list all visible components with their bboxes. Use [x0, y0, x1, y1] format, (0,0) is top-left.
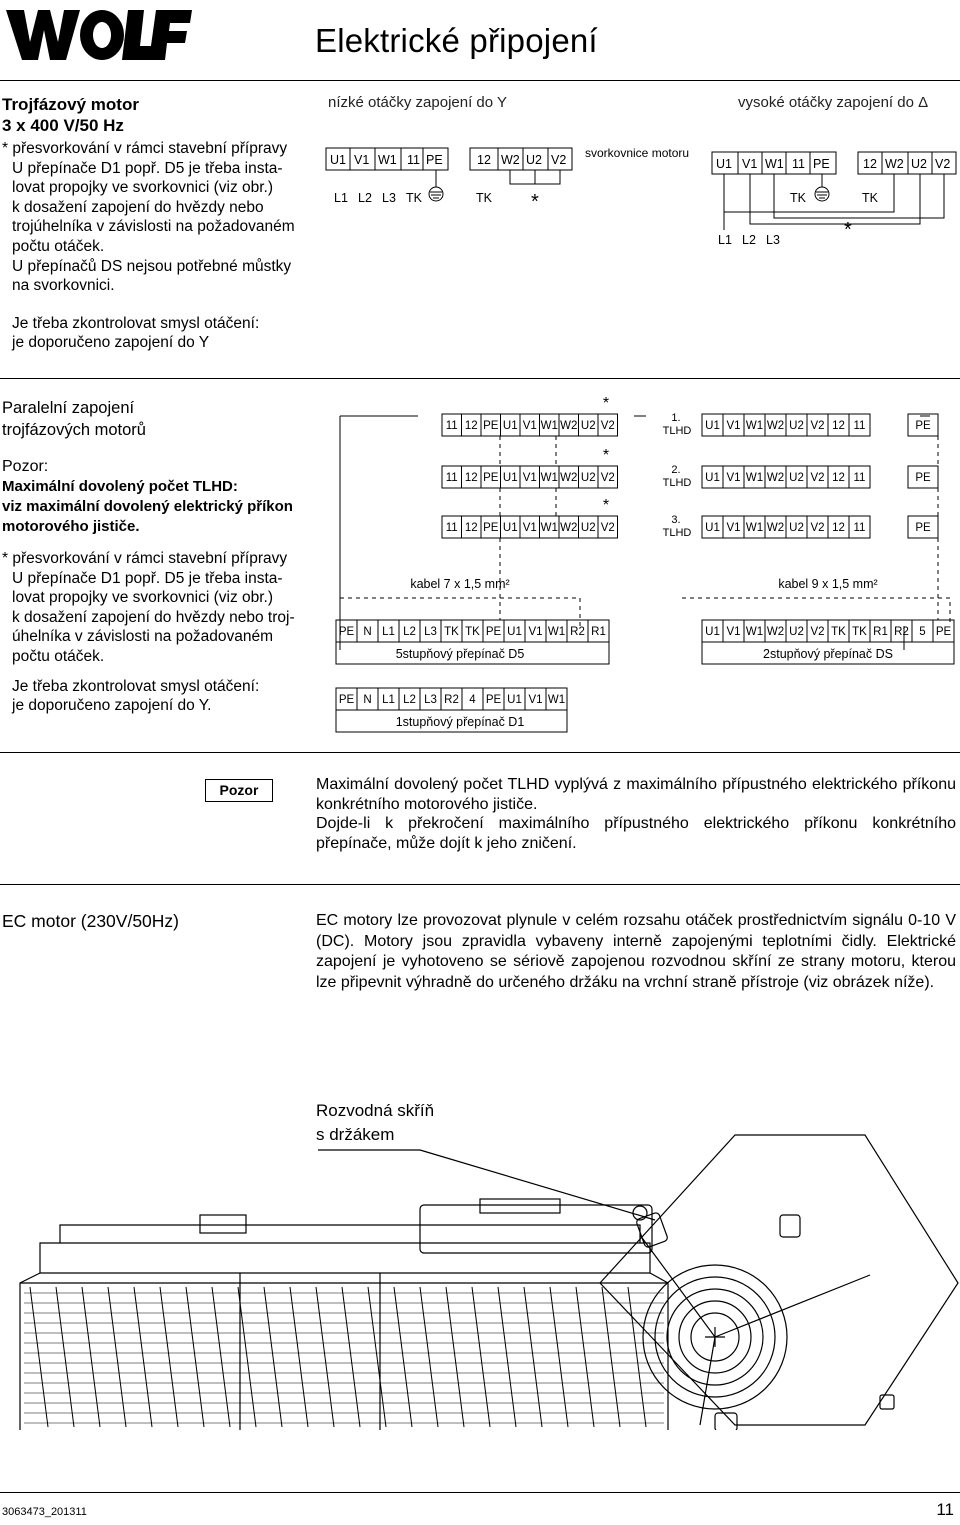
- hb-l2: L2: [742, 233, 756, 247]
- ds-row-cell: V1: [726, 626, 741, 638]
- ds-row-cell: 5: [919, 626, 926, 638]
- tlhd-label-2: TLHD: [662, 477, 692, 489]
- motor-left-1-cell: W2: [560, 420, 578, 432]
- d5-row-cell: L2: [403, 626, 416, 638]
- lb-tk2: TK: [476, 191, 492, 205]
- motor-left-3-cell: PE: [483, 522, 499, 534]
- d1-row-cell: V1: [528, 694, 543, 706]
- section2-body: * přesvorkování v rámci stavební přípravy U přepínače D1 popř. D5 je třeba insta- lovat propojky ve svorkovnici (viz obr.) k dosažení zapojení do hvězdy nebo troj- úhelníka v závislosti na požadovaném počtu otáček.: [2, 550, 295, 665]
- louvre-line: [264, 1287, 282, 1427]
- tlhd-num-2: 2.: [671, 464, 681, 476]
- lt-v2: V2: [551, 153, 567, 167]
- louvre-line: [290, 1287, 308, 1427]
- lt-w1: W1: [378, 153, 397, 167]
- d5-row-cell: R1: [591, 626, 606, 638]
- motor-left-1-cell: V1: [522, 420, 537, 432]
- motor-left-1-cell: 12: [464, 420, 478, 432]
- motor-right-2-cell: V2: [810, 472, 825, 484]
- d5-label: 5stupňový přepínač D5: [395, 647, 525, 661]
- hb-l3: L3: [766, 233, 780, 247]
- d1-row-cell: U1: [507, 694, 522, 706]
- motor-right-2-cell: U2: [789, 472, 804, 484]
- ec-divider: [0, 884, 960, 885]
- hb-tk2: TK: [862, 191, 878, 205]
- ht-w2: W2: [885, 157, 904, 171]
- lt-12: 12: [477, 153, 491, 167]
- d1-row-cell: N: [363, 694, 372, 706]
- section2-text: [2, 397, 320, 716]
- d1-row-cell: L1: [382, 694, 395, 706]
- d1-row-cell: 4: [469, 694, 476, 706]
- pozor-note-text: Maximální dovolený počet TLHD vyplývá z maximálního přípustného elektrického příkonu konkrétního motorového jističe. Dojde-li k překročení maximálního přípustného elektrického příkonu konkrétního přepínače, může dojít k jeho zničení.: [316, 776, 956, 852]
- section2-divider: [0, 378, 960, 379]
- lt-u2: U2: [526, 153, 542, 167]
- louvre-line: [576, 1287, 594, 1427]
- motor-left-2-cell: U1: [502, 472, 518, 484]
- pe-1: PE: [915, 420, 931, 432]
- motor-left-3-cell: 12: [464, 522, 478, 534]
- louvre-line: [160, 1287, 178, 1427]
- pozor-badge: Pozor: [205, 779, 273, 802]
- motor-right-3-cell: 11: [853, 522, 866, 534]
- section1-body: * přesvorkování v rámci stavební přípravy U přepínače D1 popř. D5 je třeba insta- lovat propojky ve svorkovnici (viz obr.) k dosažení zapojení do hvězdy nebo trojúhelníka v závislosti na požadovaném počtu otáček. U přepínačů DS nejsou potřebné můstky na svorkovnici.: [2, 140, 295, 295]
- motor-left-1-cell: U1: [502, 420, 518, 432]
- d5-row-cell: R2: [570, 626, 585, 638]
- star-3: *: [602, 497, 610, 514]
- lb-tk1: TK: [406, 191, 422, 205]
- louvre-line: [342, 1287, 360, 1427]
- louvre-line: [316, 1287, 334, 1427]
- motor-left-2-cell: V2: [600, 472, 615, 484]
- lt-w2: W2: [501, 153, 520, 167]
- louvre-line: [602, 1287, 620, 1427]
- d5-row-cell: W1: [547, 626, 566, 638]
- ht-v1: V1: [742, 157, 758, 171]
- motor-left-1-cell: U2: [580, 420, 596, 432]
- louvre-line: [186, 1287, 204, 1427]
- louvre-line: [550, 1287, 568, 1427]
- hb-tk1: TK: [790, 191, 806, 205]
- parallel-wiring-diagram: [330, 388, 960, 738]
- motor-right-1-cell: V2: [810, 420, 825, 432]
- motor-right-2-cell: 12: [832, 472, 845, 484]
- tlhd-num-1: 1.: [671, 412, 681, 424]
- wolf-logo: [6, 6, 192, 62]
- louvre-line: [628, 1287, 646, 1427]
- louvre-line: [82, 1287, 100, 1427]
- motor-left-2-cell: U2: [580, 472, 596, 484]
- page-title: Elektrické připojení: [315, 22, 598, 59]
- motor-right-3-cell: 12: [832, 522, 845, 534]
- d5-row-cell: L1: [382, 626, 395, 638]
- motor-left-1-cell: W1: [540, 420, 558, 432]
- motor-right-1-cell: U1: [705, 420, 720, 432]
- ht-u1: U1: [716, 157, 732, 171]
- hb-l1: L1: [718, 233, 732, 247]
- louvre-line: [30, 1287, 48, 1427]
- motor-right-3-cell: U1: [705, 522, 720, 534]
- motor-right-2-cell: 11: [853, 472, 866, 484]
- lb-l3: L3: [382, 191, 396, 205]
- louvre-line: [238, 1287, 256, 1427]
- motor-left-3-cell: 11: [445, 522, 458, 534]
- terminal-caption: svorkovnice motoru: [585, 146, 690, 160]
- ds-row-cell: PE: [935, 626, 952, 638]
- ds-row-cell: R2: [894, 626, 909, 638]
- louvre-line: [108, 1287, 126, 1427]
- pe-3: PE: [915, 522, 931, 534]
- ht-pe: PE: [813, 157, 830, 171]
- ds-row-cell: V2: [810, 626, 825, 638]
- ht-11: 11: [792, 157, 805, 171]
- motor-right-2-cell: V1: [726, 472, 741, 484]
- d5-row-cell: TK: [444, 626, 459, 638]
- ds-row-cell: U2: [789, 626, 804, 638]
- d1-row-cell: PE: [338, 694, 355, 706]
- motor-left-2-cell: 12: [464, 472, 478, 484]
- louvre-line: [56, 1287, 74, 1427]
- lt-v1: V1: [354, 153, 370, 167]
- tlhd-label-1: TLHD: [662, 425, 692, 437]
- motor-right-3-cell: U2: [789, 522, 804, 534]
- section1-check: Je třeba zkontrolovat smysl otáčení: je doporučeno zapojení do Y: [12, 314, 260, 352]
- star-1: *: [602, 395, 610, 412]
- ds-row-cell: U1: [705, 626, 720, 638]
- louvre-line: [394, 1287, 412, 1427]
- tlhd-num-3: 3.: [671, 514, 681, 526]
- motor-left-2-cell: V1: [522, 472, 537, 484]
- section2-heading: Paralelní zapojení trojfázových motorů: [2, 399, 146, 439]
- ht-12: 12: [863, 157, 877, 171]
- star-2: *: [602, 447, 610, 464]
- section2-check: Je třeba zkontrolovat smysl otáčení: je doporučeno zapojení do Y.: [12, 677, 260, 715]
- footer-divider: [0, 1492, 960, 1493]
- motor-left-3-cell: W1: [540, 522, 558, 534]
- section2-warning: Pozor: Maximální dovolený počet TLHD: viz maximální dovolený elektrický příkon motorového jističe.: [2, 458, 293, 535]
- motor-left-1-cell: 11: [445, 420, 458, 432]
- tlhd-label-3: TLHD: [662, 527, 692, 539]
- ht-u2: U2: [911, 157, 927, 171]
- pe-2: PE: [915, 472, 931, 484]
- motor-right-2-cell: W2: [766, 472, 785, 484]
- louvre-line: [498, 1287, 516, 1427]
- motor-left-1-cell: PE: [483, 420, 499, 432]
- motor-right-1-cell: 12: [832, 420, 845, 432]
- ec-caption: Rozvodná skříň s držákem: [316, 1101, 435, 1144]
- motor-right-3-cell: W2: [766, 522, 785, 534]
- louvre-line: [524, 1287, 542, 1427]
- louvre-line: [420, 1287, 438, 1427]
- louvre-line: [446, 1287, 464, 1427]
- lt-11: 11: [407, 153, 420, 167]
- d1-row-cell: W1: [547, 694, 566, 706]
- motor-left-2-cell: W1: [540, 472, 558, 484]
- ds-label: 2stupňový přepínač DS: [763, 647, 893, 661]
- motor-left-1-cell: V2: [600, 420, 615, 432]
- d5-row-cell: N: [363, 626, 372, 638]
- header-divider: [0, 80, 960, 81]
- diagram-high-title: vysoké otáčky zapojení do Δ: [738, 94, 929, 111]
- d1-row-cell: R2: [444, 694, 459, 706]
- cable-left-label: kabel 7 x 1,5 mm²: [410, 577, 510, 591]
- d5-row-cell: L3: [424, 626, 437, 638]
- motor-right-3-cell: V2: [810, 522, 825, 534]
- section1-heading: Trojfázový motor 3 x 400 V/50 Hz: [2, 95, 139, 135]
- d5-row-cell: V1: [528, 626, 543, 638]
- cable-right-label: kabel 9 x 1,5 mm²: [778, 577, 878, 591]
- motor-left-2-cell: W2: [560, 472, 578, 484]
- ht-v2: V2: [935, 157, 951, 171]
- motor-right-1-cell: W1: [745, 420, 764, 432]
- motor-right-1-cell: 11: [853, 420, 866, 432]
- motor-left-2-cell: PE: [483, 472, 499, 484]
- motor-left-3-cell: V1: [522, 522, 537, 534]
- ec-heading: EC motor (230V/50Hz): [2, 911, 180, 931]
- ec-text: EC motory lze provozovat plynule v celém rozsahu otáček prostřednictvím signálu 0-10 V (DC). Motory jsou zpravidla vybaveny interně zapojenými teplotními čidly. Elektrické zapojení je vyhotoveno se sériově zapojenou rozvodnou skříní ze strany motoru, kterou lze připevnit výhradně do určeného držáku na vrchní straně přístroje (viz obrázek níže).: [316, 912, 956, 991]
- motor-left-3-cell: U1: [502, 522, 518, 534]
- louvre-line: [472, 1287, 490, 1427]
- star-high: *: [844, 219, 852, 241]
- pozor-divider: [0, 752, 960, 753]
- motor-right-3-cell: V1: [726, 522, 741, 534]
- motor-left-3-cell: V2: [600, 522, 615, 534]
- ds-row-cell: W2: [766, 626, 785, 638]
- ds-row-cell: TK: [852, 626, 867, 638]
- motor-right-1-cell: U2: [789, 420, 804, 432]
- lb-l1: L1: [334, 191, 348, 205]
- diagram-low-title: nízké otáčky zapojení do Y: [328, 94, 508, 111]
- d5-row-cell: PE: [338, 626, 355, 638]
- lt-u1: U1: [330, 153, 346, 167]
- d5-row-cell: PE: [485, 626, 502, 638]
- section1-text: [2, 94, 312, 353]
- lt-pe: PE: [426, 153, 443, 167]
- star-low: *: [531, 191, 539, 213]
- louvre-line: [212, 1287, 230, 1427]
- ds-row-cell: TK: [831, 626, 846, 638]
- section1-wiring-diagram: [320, 140, 960, 260]
- motor-right-1-cell: W2: [766, 420, 785, 432]
- d1-row-cell: L2: [403, 694, 416, 706]
- motor-right-3-cell: W1: [745, 522, 764, 534]
- louvre-line: [368, 1287, 386, 1427]
- ds-row-cell: W1: [745, 626, 764, 638]
- ht-w1: W1: [765, 157, 784, 171]
- motor-left-2-cell: 11: [445, 472, 458, 484]
- doc-code: 3063473_201311: [2, 1506, 87, 1518]
- d1-row-cell: PE: [485, 694, 502, 706]
- lb-l2: L2: [358, 191, 372, 205]
- ds-row-cell: R1: [873, 626, 888, 638]
- motor-left-3-cell: W2: [560, 522, 578, 534]
- page-number: 11: [936, 1500, 954, 1519]
- d5-row-cell: U1: [507, 626, 522, 638]
- ec-unit-drawing: [0, 1095, 960, 1430]
- d1-label: 1stupňový přepínač D1: [395, 715, 525, 729]
- motor-right-2-cell: W1: [745, 472, 764, 484]
- motor-left-3-cell: U2: [580, 522, 596, 534]
- motor-right-1-cell: V1: [726, 420, 741, 432]
- louvre-line: [134, 1287, 152, 1427]
- motor-right-2-cell: U1: [705, 472, 720, 484]
- d1-row-cell: L3: [424, 694, 437, 706]
- d5-row-cell: TK: [465, 626, 480, 638]
